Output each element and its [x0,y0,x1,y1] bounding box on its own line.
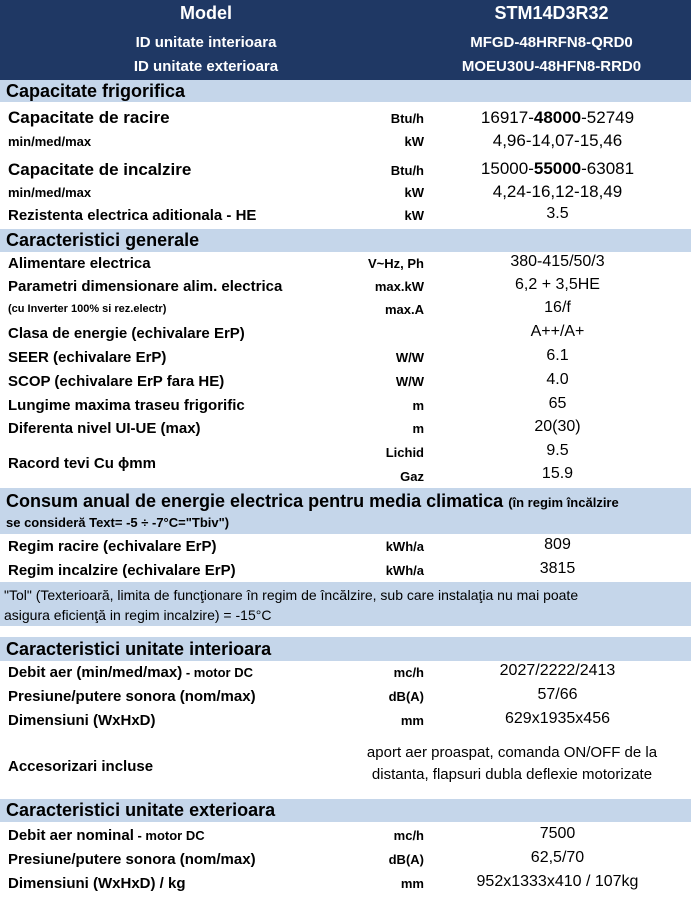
scop-unit: W/W [395,374,424,389]
section-cooling-capacity [0,80,691,102]
power-unit: V~Hz, Ph [368,256,424,271]
dim-label: Parametri dimensionare alim. electrica [8,278,283,295]
outdoor-air-unit: mc/h [393,828,424,843]
length-unit: m [412,398,424,413]
pipe-label: Racord tevi Cu ϕmm [8,455,156,472]
consumption-title: Consum anual de energie electrica pentru media climatica [6,491,504,511]
cooling-kw-unit: kW [404,134,424,149]
pipe-gas-value: 15.9 [541,465,574,482]
he-unit: kW [404,208,424,223]
tol-note-line-2: asigura eficienţă in regim incalzire) = -15°C [4,607,272,623]
outdoor-air-value: 7500 [539,825,576,842]
inverter-unit: max.A [384,302,424,317]
model-label: Model [180,3,232,23]
cool-consumption-label: Regim racire (echivalare ErP) [8,538,217,555]
section-indoor [0,637,691,661]
section-title: Caracteristici unitate interioara [6,639,272,659]
section-outdoor [0,799,691,822]
level-value: 20(30) [534,418,581,435]
inverter-value: 16/f [544,299,571,316]
pipe-liquid-value: 9.5 [546,442,569,459]
cool-consumption-unit: kWh/a [385,539,424,554]
tol-note [4,585,684,625]
outdoor-dims-label: Dimensiuni (WxHxD) / kg [8,875,186,892]
indoor-air-unit: mc/h [393,665,424,680]
section-consumption [0,488,691,534]
accessories-label: Accesorizari incluse [8,758,154,775]
pipe-gas-unit: Gaz [400,469,424,484]
energy-value: A++/A+ [530,323,585,340]
indoor-sound-label: Presiune/putere sonora (nom/max) [8,688,256,705]
tol-note-line-1: "Tol" (Texterioară, limita de funcţionare în regim de încălzire, sub care instalaţia nu mai poate [4,587,579,603]
heat-consumption-value: 3815 [539,560,576,577]
level-unit: m [412,421,424,436]
indoor-dims-unit: mm [400,713,424,728]
accessories-value: aport aer proaspat, comanda ON/OFF de la distanta, flapsuri dubla deflexie motorizate [366,744,658,783]
pipe-liquid-unit: Lichid [385,445,424,460]
energy-label: Clasa de energie (echivalare ErP) [8,325,245,342]
outdoor-id-value: MOEU30U-48HFN8-RRD0 [461,58,642,75]
indoor-dims-value: 629x1935x456 [505,710,610,727]
power-value: 380-415/50/3 [510,253,605,270]
outdoor-dims-unit: mm [400,876,424,891]
he-value: 3.5 [546,205,569,222]
section-title: Caracteristici generale [6,230,200,250]
seer-label: SEER (echivalare ErP) [8,349,167,366]
inverter-label: (cu Inverter 100% si rez.electr) [8,303,167,315]
section-title [6,491,619,512]
heat-consumption-unit: kWh/a [385,563,424,578]
indoor-sound-value: 57/66 [537,686,578,703]
cooling-sub-label: min/med/max [8,134,92,149]
outdoor-sound-label: Presiune/putere sonora (nom/max) [8,851,256,868]
heating-kw-value: 4,24-16,12-18,49 [492,182,623,201]
outdoor-dims-value: 952x1333x410 / 107kg [476,873,639,890]
seer-value: 6.1 [546,347,569,364]
power-label: Alimentare electrica [8,255,151,272]
outdoor-id-label: ID unitate exterioara [133,58,279,75]
cooling-capacity-label: Capacitate de racire [8,108,170,127]
consumption-note-2: se consideră Text= -5 ÷ -7°C="Tbiv") [6,515,230,530]
indoor-id-label: ID unitate interioara [135,34,277,51]
indoor-air-value: 2027/2222/2413 [499,662,616,679]
consumption-note-1: (în regim încălzire [508,495,619,510]
dim-value: 6,2 + 3,5HE [515,276,600,293]
level-label: Diferenta nivel UI-UE (max) [8,420,201,437]
section-general [0,229,691,252]
heating-btu-unit: Btu/h [390,163,424,178]
heating-capacity-label: Capacitate de incalzire [8,160,192,179]
scop-value: 4.0 [546,371,569,388]
cooling-btu-value: 16917-48000-52749 [480,108,635,127]
heating-kw-unit: kW [404,185,424,200]
outdoor-sound-value: 62,5/70 [530,849,585,866]
tol-note-box [0,582,691,626]
length-label: Lungime maxima traseu frigorific [8,397,245,414]
scop-label: SCOP (echivalare ErP fara HE) [8,373,225,390]
outdoor-sound-unit: dB(A) [388,852,424,867]
section-title: Capacitate frigorifica [6,81,186,101]
cooling-kw-value: 4,96-14,07-15,46 [492,131,623,150]
outdoor-air-label: Debit aer nominal - motor DC [8,827,205,844]
indoor-id-value: MFGD-48HRFN8-QRD0 [470,34,633,51]
section-title: Caracteristici unitate exterioara [6,800,276,820]
indoor-sound-unit: dB(A) [388,689,424,704]
he-label: Rezistenta electrica aditionala - HE [8,207,257,224]
model-header [0,0,691,80]
heating-sub-label: min/med/max [8,185,92,200]
model-value: STM14D3R32 [494,3,609,23]
indoor-dims-label: Dimensiuni (WxHxD) [8,712,156,729]
seer-unit: W/W [395,350,424,365]
heat-consumption-label: Regim incalzire (echivalare ErP) [8,562,236,579]
dim-unit: max.kW [374,279,424,294]
cool-consumption-value: 809 [544,536,571,553]
length-value: 65 [548,395,567,412]
indoor-air-label: Debit aer (min/med/max) - motor DC [8,664,253,681]
cooling-btu-unit: Btu/h [390,111,424,126]
heating-btu-value: 15000-55000-63081 [480,159,635,178]
